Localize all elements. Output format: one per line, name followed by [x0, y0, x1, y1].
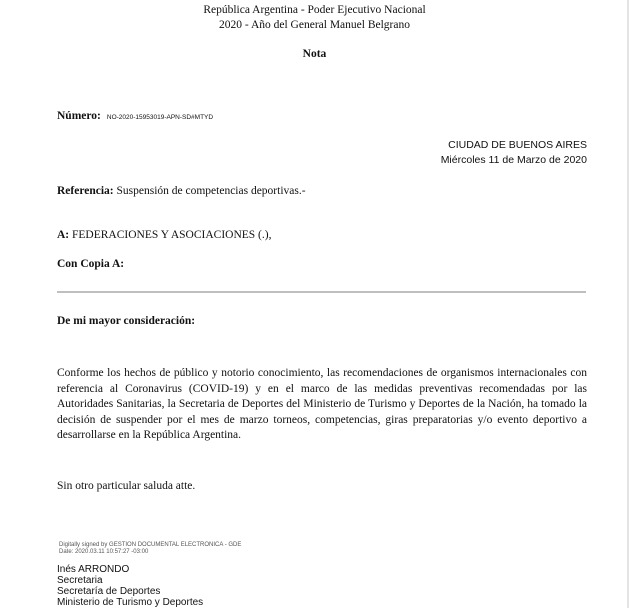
con-copia-label: Con Copia A: [57, 258, 125, 270]
referencia-label: Referencia: [57, 185, 114, 197]
destinatario-label: A: [57, 229, 70, 241]
signer-ministry: Ministerio de Turismo y Deportes [57, 597, 204, 608]
signer-role: Secretaria [57, 575, 103, 586]
greeting-text: De mi mayor consideración: [57, 315, 196, 327]
destinatario-row [57, 228, 271, 243]
document-type-title: Nota [302, 48, 327, 60]
digital-signature-stamp [59, 542, 241, 556]
destinatario-value: FEDERACIONES Y ASOCIACIONES (.), [72, 229, 272, 241]
section-divider [57, 291, 586, 293]
numero-row [57, 106, 213, 124]
referencia-value: Suspensión de competencias deportivas.- [116, 185, 306, 197]
date-text: Miércoles 11 de Marzo de 2020 [440, 154, 587, 166]
numero-value: NO-2020-15953019-APN-SD#MTYD [106, 114, 214, 121]
header-line-2: 2020 - Año del General Manuel Belgrano [219, 19, 410, 31]
numero-label: Número: [57, 110, 101, 122]
signer-block [57, 564, 203, 608]
place-date-block [441, 138, 587, 168]
place-text: CIUDAD DE BUENOS AIRES [448, 139, 587, 151]
signer-office: Secretaría de Deportes [57, 586, 161, 597]
header-line-1: República Argentina - Poder Ejecutivo Nacional [203, 4, 426, 16]
body-paragraph: Conforme los hechos de público y notorio conocimiento, las recomendaciones de organismos internacionales con referencia al Coronavirus (COVID-19) y en el marco de las medidas preventivas recomendadas por las Autoridades Sanitarias, la Secretaria de Deportes del Ministerio de Turismo y Deportes de la Nación, ha tomado la decisión de suspender por el mes de marzo torneos, competencias, giras preparatorias y/o evento deportivo a desarrollarse en la República Argentina. [57, 367, 587, 441]
signer-name: Inés ARRONDO [57, 564, 130, 575]
referencia-row [57, 184, 306, 199]
digital-signature-line-1: Digitally signed by GESTION DOCUMENTAL ELECTRONICA - GDE [59, 542, 242, 548]
digital-signature-line-2: Date: 2020.03.11 10:57:27 -03:00 [59, 549, 149, 555]
closing-text: Sin otro particular saluda atte. [57, 480, 196, 492]
